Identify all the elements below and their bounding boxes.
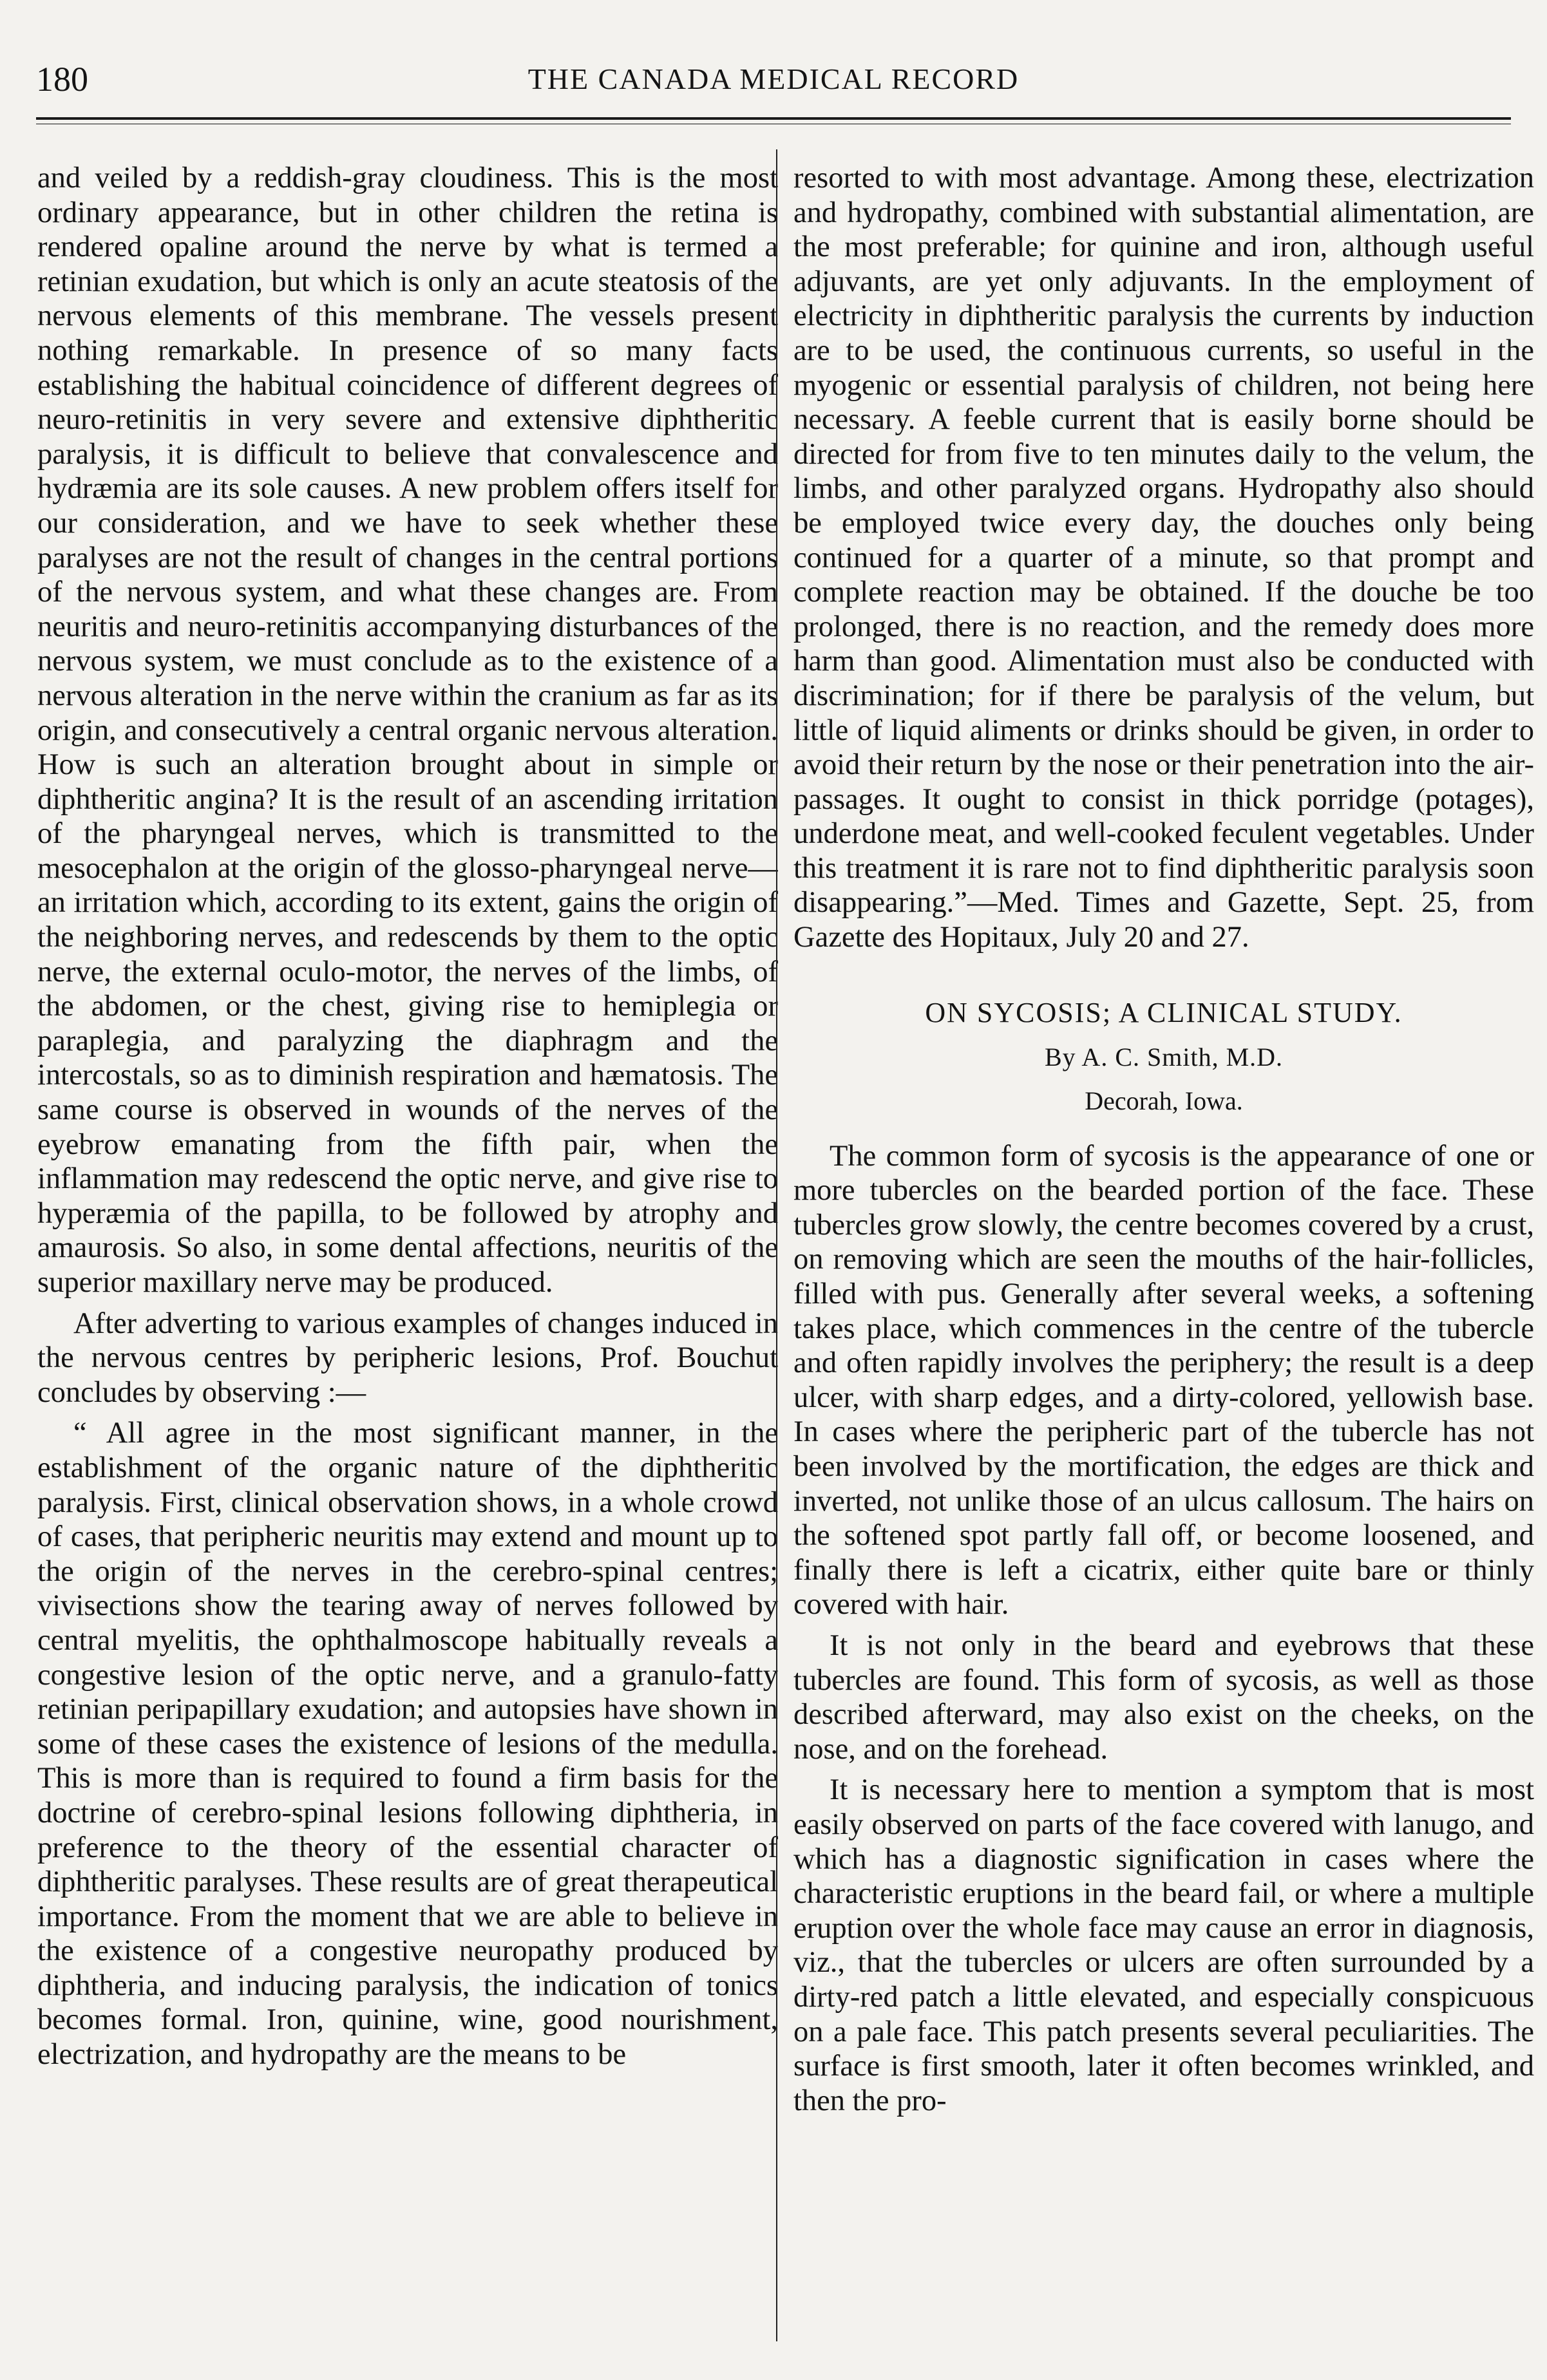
article-byline: By A. C. Smith, M.D. [1044,1042,1284,1072]
page-number: 180 [36,60,88,99]
left-column [37,161,778,2348]
right-paragraph-4: It is necessary here to mention a symptom that is most easily observed on parts of the face covered with lanugo, and which has a diagnostic signification in cases where the characteristic eruptions in the beard fail, or where a multiple eruption over the whole face may cause an error in diagnosis, viz., that the tubercles or ulcers are often surrounded by a dirty-red patch a little elevated, and especially conspicuous on a pale face. This patch presents several peculiarities. The surface is first smooth, later it often becomes wrinkled, and then the pro- [793,1773,1534,2117]
left-paragraph-3-quote: “ All agree in the most significant manner, in the establishment of the organic nature of the diphtheritic paralysis. First, clinical observation shows, in a whole crowd of cases, that peripheric neuritis may extend and mount up to the origin of the nerves in the cerebro-spinal centres; vivisections show the tearing away of nerves followed by central myelitis, the ophthalmoscope habitually reveals a congestive lesion of the optic nerve, and a granulo-fatty retinian peripapillary exudation; and autopsies have shown in some of these cases the existence of lesions of the medulla. This is more than is required to found a firm basis for the doctrine of cerebro-spinal lesions following diphtheria, in preference to the theory of the essential character of diphtheritic paralyses. These results are of great therapeutical importance. From the moment that we are able to believe in the existence of a congestive neuropathy produced by diphtheria, and inducing paralysis, the indication of tonics becomes formal. Iron, quinine, wine, good nourishment, electrization, and hydropathy are the means to be [37,1417,778,2072]
left-paragraph-2: After adverting to various examples of changes induced in the nervous centres by peripheric lesions, Prof. Bouchut concludes by observing :— [37,1307,778,1409]
right-column [793,161,1534,2348]
author-location: Decorah, Iowa. [1085,1086,1243,1115]
header-double-rule [36,117,1511,124]
left-paragraph-1: and veiled by a reddish-gray cloudiness. This is the most ordinary appearance, but in other children the retina is rendered opaline around the nerve by what is termed a retinian exudation, but which is only an acute steatosis of the nervous elements of this membrane. The vessels present nothing remarkable. In presence of so many facts establishing the habitual coincidence of different degrees of neuro-retinitis in very severe and extensive diphtheritic paralysis, it is difficult to believe that convalescence and hydræmia are its sole causes. A new problem offers itself for our consideration, and we have to seek whether these paralyses are not the result of changes in the central portions of the nervous system, and what these changes are. From neuritis and neuro-retinitis accompanying disturbances of the nervous system, we must conclude as to the existence of a nervous alteration in the nerve within the cranium as far as its origin, and consecutively a central organic nervous alteration. How is such an alteration brought about in simple or diphtheritic angina? It is the result of an ascending irritation of the pharyngeal nerves, which is transmitted to the mesocephalon at the origin of the glosso-pharyngeal nerve—an irritation which, according to its extent, gains the origin of the neighboring nerves, and redescends by them to the optic nerve, the external oculo-motor, the nerves of the limbs, of the abdomen, or the chest, giving rise to hemiplegia or paraplegia, and paralyzing the diaphragm and the intercostals, so as to diminish respiration and hæmatosis. The same course is observed in wounds of the nerves of the eyebrow emanating from the fifth pair, when the inflammation may redescend the optic nerve, and give rise to hyperæmia of the papilla, to be followed by atrophy and amaurosis. So also, in some dental affections, neuritis of the superior maxillary nerve may be produced. [37,162,778,1299]
journal-title: THE CANADA MEDICAL RECORD [527,62,1020,95]
right-paragraph-3: It is not only in the beard and eyebrows that these tubercles are found. This form of sycosis, as well as those described afterward, may also exist on the cheeks, on the nose, and on the forehead. [793,1629,1534,1766]
article-title: ON SYCOSIS; A CLINICAL STUDY. [925,996,1403,1028]
right-paragraph-2: The common form of sycosis is the appearance of one or more tubercles on the bearded portion of the face. These tubercles grow slowly, the centre becomes covered by a crust, on removing which are seen the mouths of the hair-follicles, filled with pus. Generally after several weeks, a softening takes place, which commences in the centre of the tubercle and often rapidly involves the periphery; the result is a deep ulcer, with sharp edges, and a dirty-colored, yellowish base. In cases where the peripheric part of the tubercle has not been involved by the mortification, the edges are thick and inverted, not unlike those of an ulcus callosum. The hairs on the softened spot partly fall off, or become loosened, and finally there is left a cicatrix, either quite bare or thinly covered with hair. [793,1139,1534,1621]
running-head [36,57,1511,102]
right-paragraph-1: resorted to with most advantage. Among these, electrization and hydropathy, combined with substantial alimentation, are the most preferable; for quinine and iron, although useful adjuvants, are yet only adjuvants. In the employment of electricity in diphtheritic paralysis the currents by induction are to be used, the continuous currents, so useful in the myogenic or essential paralysis of children, not being here necessary. A feeble current that is easily borne should be directed for from five to ten minutes daily to the velum, the limbs, and other paralyzed organs. Hydropathy also should be employed twice every day, the douches only being continued for a quarter of a minute, so that prompt and complete reaction may be obtained. If the douche be too prolonged, there is no reaction, and the remedy does more harm than good. Alimentation must also be conducted with discrimination; for if there be paralysis of the velum, but little of liquid aliments or drinks should be given, in order to avoid their return by the nose or their penetration into the air-passages. It ought to consist in thick porridge (potages), underdone meat, and well-cooked feculent vegetables. Under this treatment it is rare not to find diphtheritic paralysis soon disappearing.”—Med. Times and Gazette, Sept. 25, from Gazette des Hopitaux, July 20 and 27. [793,162,1534,954]
column-divider [776,149,777,2341]
